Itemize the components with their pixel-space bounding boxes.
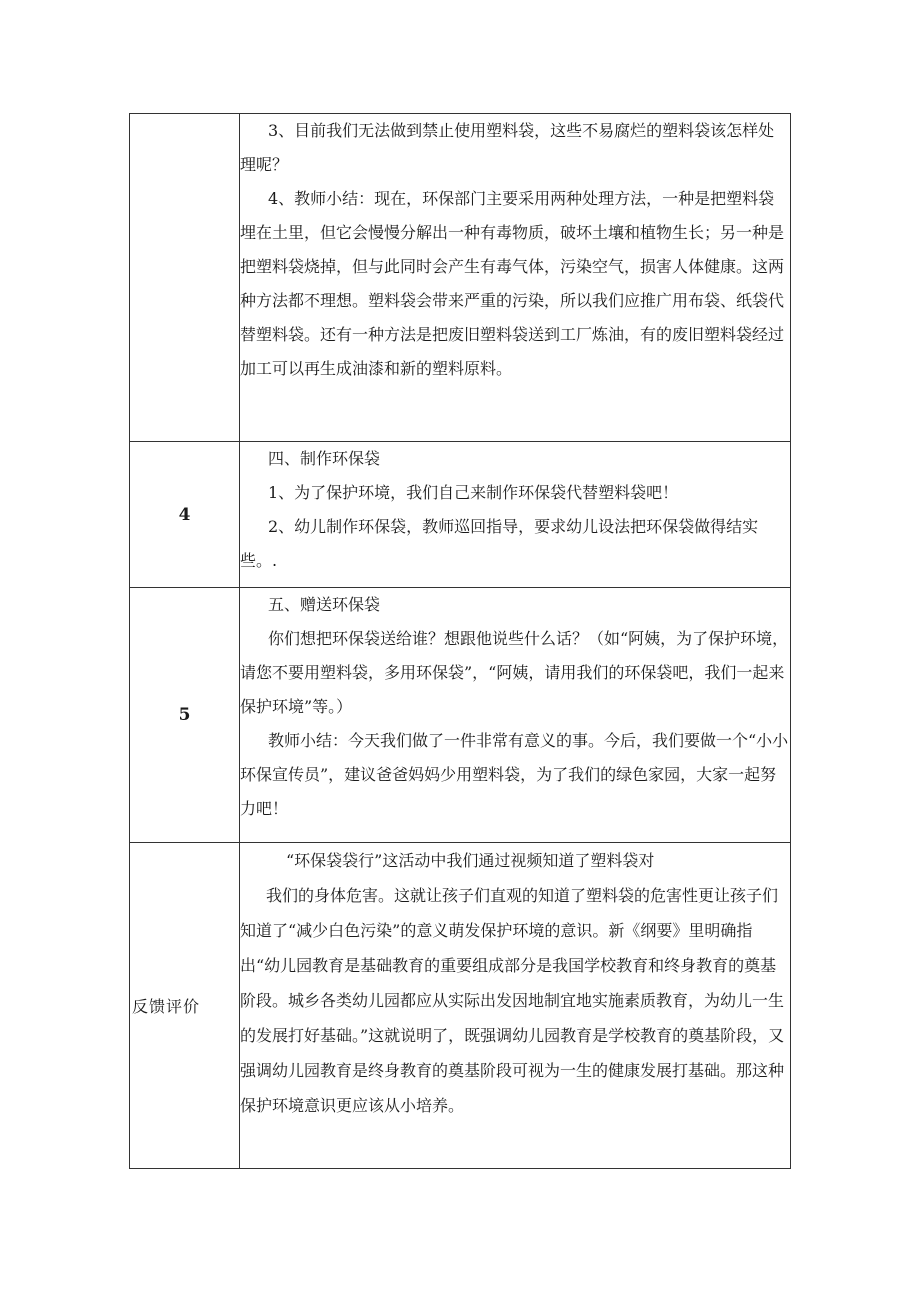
step-line: 4、教师小结：现在，环保部门主要采用两种处理方法，一种是把塑料袋埋在土里，但它会慢慢分解出一种有毒物质，破坏土壤和植物生长；另一种是把塑料袋烧掉，但与此同时会产生有毒气体，污染空气，损害人体健康。这两种方法都不理想。塑料袋会带来严重的污染，所以我们应推广用布袋、纸袋代替塑料袋。还有一种方法是把废旧塑料袋送到工厂炼油，有的废旧塑料袋经过加工可以再生成油漆和新的塑料原料。 bbox=[240, 189, 785, 378]
lesson-plan-table bbox=[129, 113, 791, 1169]
row-label-feedback: 反馈评价 bbox=[130, 843, 240, 1169]
feedback-content bbox=[240, 843, 791, 1169]
table-row bbox=[130, 114, 791, 442]
step-line: 3、目前我们无法做到禁止使用塑料袋，这些不易腐烂的塑料袋该怎样处理呢？ bbox=[240, 121, 775, 174]
section-heading: 四、制作环保袋 bbox=[268, 449, 381, 468]
step-line: 你们想把环保袋送给谁？想跟他说些什么话？（如“阿姨，为了保护环境，请您不要用塑料袋，多用环保袋”，“阿姨，请用我们的环保袋吧，我们一起来保护环境”等。） bbox=[240, 629, 789, 716]
table-row bbox=[130, 588, 791, 843]
feedback-line: “环保袋袋行”这活动中我们通过视频知道了塑料袋对 bbox=[286, 851, 655, 870]
row-number: 5 bbox=[130, 588, 240, 843]
row-number: 4 bbox=[130, 442, 240, 588]
row-content bbox=[240, 114, 791, 442]
feedback-paragraph: 我们的身体危害。这就让孩子们直观的知道了塑料袋的危害性更让孩子们知道了“减少白色污染”的意义萌发保护环境的意识。新《纲要》里明确指出“幼儿园教育是基础教育的重要组成部分是我国学校教育和终身教育的奠基阶段。城乡各类幼儿园都应从实际出发因地制宜地实施素质教育，为幼儿一生的发展打好基础。”这就说明了，既强调幼儿园教育是学校教育的奠基阶段，又强调幼儿园教育是终身教育的奠基阶段可视为一生的健康发展打基础。那这种保护环境意识更应该从小培养。 bbox=[240, 886, 785, 1115]
table-row bbox=[130, 442, 791, 588]
step-line: 2、幼儿制作环保袋，教师巡回指导，要求幼儿设法把环保袋做得结实些。. bbox=[240, 517, 759, 570]
step-line: 教师小结：今天我们做了一件非常有意义的事。今后，我们要做一个“小小环保宣传员”，建议爸爸妈妈少用塑料袋，为了我们的绿色家园，大家一起努力吧！ bbox=[240, 731, 789, 818]
row-number bbox=[130, 114, 240, 442]
step-line: 1、为了保护环境，我们自己来制作环保袋代替塑料袋吧！ bbox=[268, 483, 679, 502]
row-content bbox=[240, 588, 791, 843]
section-heading: 五、赠送环保袋 bbox=[268, 595, 381, 614]
row-content bbox=[240, 442, 791, 588]
table-row bbox=[130, 843, 791, 1169]
